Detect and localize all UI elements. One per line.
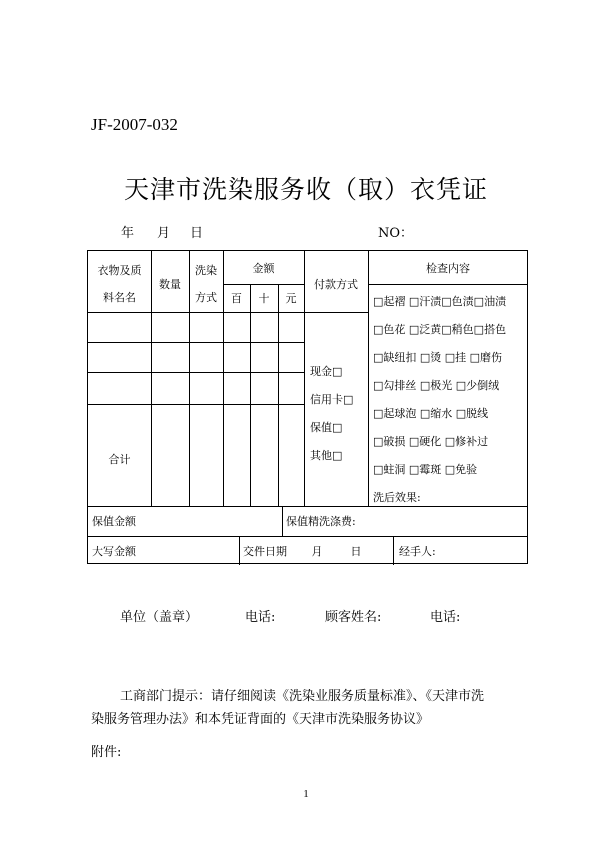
quantity-header: 数量 <box>159 278 181 291</box>
handler-label: 经手人: <box>399 545 436 558</box>
col-line-3 <box>223 251 224 506</box>
item-name-header-2: 料名名 <box>103 291 136 304</box>
page-title: 天津市洗染服务收（取）衣凭证 <box>123 175 488 204</box>
payment-credit-card-option[interactable]: 信用卡□ <box>310 393 354 406</box>
words-row-line <box>88 536 528 537</box>
customer-phone-label: 电话: <box>430 610 461 625</box>
unit-stamp-label: 单位（盖章） <box>120 610 199 625</box>
inspection-line-4[interactable]: □勾排丝 □极光 □少倒绒 <box>373 379 500 392</box>
col-line-2 <box>189 251 190 506</box>
row-line-3 <box>88 404 304 405</box>
inspection-line-6[interactable]: □破损 □硬化 □修补过 <box>373 435 489 448</box>
payment-insured-option[interactable]: 保值□ <box>310 421 343 434</box>
item-name-header-1: 衣物及质 <box>97 264 142 277</box>
inspection-header-line <box>368 284 528 285</box>
date-year-label: 年 <box>121 226 135 241</box>
inspection-line-2[interactable]: □色花 □泛黄□稍色□搭色 <box>373 323 507 336</box>
customer-name-label: 顾客姓名: <box>325 610 382 625</box>
inspection-line-3[interactable]: □缺纽扣 □烫 □挂 □磨伤 <box>373 351 503 364</box>
wash-method-header-2: 方式 <box>195 291 217 304</box>
payment-method-header: 付款方式 <box>314 278 358 291</box>
inspection-line-1[interactable]: □起褶 □汗渍□色渍□油渍 <box>373 295 507 308</box>
document-code: JF-2007-032 <box>91 115 178 134</box>
page-number: 1 <box>303 788 309 800</box>
inspection-header: 检查内容 <box>426 262 470 275</box>
delivery-date-label: 交件日期 月 日 <box>243 545 362 558</box>
payment-other-option[interactable]: 其他□ <box>310 449 343 462</box>
insured-divider <box>282 506 283 536</box>
wash-result-label: 洗后效果: <box>373 491 421 504</box>
header-bottom-line <box>88 312 368 313</box>
receipt-number-label: NO： <box>378 226 414 241</box>
total-label: 合计 <box>108 453 131 466</box>
yuan-header: 元 <box>285 292 297 305</box>
insured-fee-label: 保值精洗涤费: <box>286 515 356 528</box>
insured-amount-label: 保值金额 <box>92 515 136 528</box>
ten-header: 十 <box>258 292 270 305</box>
inspection-line-5[interactable]: □起球泡 □缩水 □脱线 <box>373 407 489 420</box>
words-divider-2 <box>393 536 394 565</box>
payment-cash-option[interactable]: 现金□ <box>310 365 343 378</box>
amount-header: 金额 <box>252 262 275 275</box>
amount-subheader-line <box>223 284 304 285</box>
wash-method-header-1: 洗染 <box>195 264 217 277</box>
attachment-label: 附件: <box>91 745 122 760</box>
hundred-header: 百 <box>231 292 242 305</box>
row-line-1 <box>88 342 304 343</box>
amount-in-words-label: 大写金额 <box>92 545 136 558</box>
col-line-4 <box>250 284 251 506</box>
date-month-label: 月 <box>157 226 171 241</box>
insured-row-line <box>88 506 528 507</box>
col-line-7 <box>368 251 369 506</box>
date-day-label: 日 <box>190 226 204 241</box>
words-divider-1 <box>239 536 240 565</box>
receipt-form-table <box>87 250 528 564</box>
row-line-2 <box>88 372 304 373</box>
inspection-line-7[interactable]: □蛀洞 □霉斑 □免验 <box>373 463 478 476</box>
unit-phone-label: 电话: <box>245 610 276 625</box>
notice-line-2: 染服务管理办法》和本凭证背面的《天津市洗染服务协议》 <box>91 712 430 727</box>
col-line-5 <box>278 284 279 506</box>
notice-line-1: 工商部门提示：请仔细阅读《洗染业服务质量标准》、《天津市洗 <box>120 689 485 704</box>
